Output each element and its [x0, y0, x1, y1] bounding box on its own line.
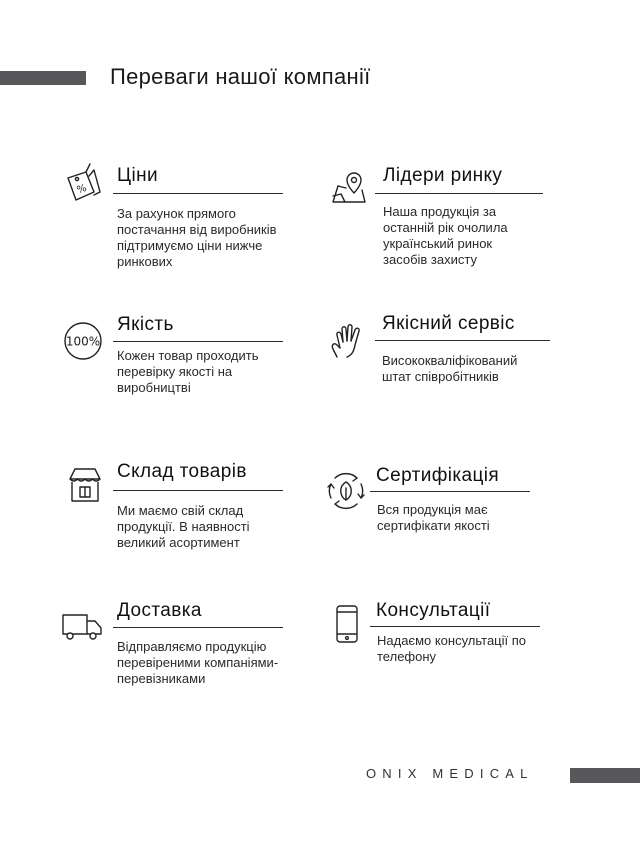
warehouse-store-icon	[67, 466, 103, 504]
feature-description: За рахунок прямого постачання від виробників підтримуємо ціни нижче ринкових	[117, 206, 277, 269]
hand-icon	[328, 320, 368, 360]
feature-title: Ціни	[117, 165, 158, 186]
delivery-truck-icon	[61, 613, 103, 641]
feature-title: Консультації	[376, 600, 491, 621]
feature-description: Ми маємо свій склад продукції. В наявності великий асортимент	[117, 503, 250, 550]
feature-description: Висококваліфікований штат співробітників	[382, 353, 518, 384]
divider	[375, 193, 543, 194]
footer-brand: ONIX MEDICAL	[366, 766, 534, 781]
feature-title: Доставка	[117, 600, 202, 621]
feature-title: Якісний сервіс	[382, 313, 515, 334]
divider	[375, 340, 550, 341]
divider	[370, 626, 540, 627]
feature-description: Вся продукція має сертифікати якості	[377, 502, 490, 533]
divider	[113, 490, 283, 491]
divider	[113, 341, 283, 342]
feature-description: Відправляємо продукцію перевіреними компаніями-перевізниками	[117, 639, 279, 686]
divider	[113, 193, 283, 194]
smartphone-icon	[334, 604, 360, 644]
feature-title: Сертифікація	[376, 465, 500, 486]
feature-description: Надаємо консультації по телефону	[377, 633, 527, 664]
map-pin-icon	[327, 170, 369, 206]
divider	[370, 491, 530, 492]
divider	[113, 627, 283, 628]
feature-title: Лідери ринку	[383, 165, 503, 186]
header-accent-bar	[0, 71, 86, 85]
feature-description: Кожен товар проходить перевірку якості на виробництві	[117, 348, 259, 395]
feature-description: Наша продукція за останній рік очолила український ринок засобів захисту	[383, 204, 508, 267]
svg-text:100%: 100%	[65, 334, 101, 349]
svg-text:%: %	[75, 182, 89, 197]
feature-title: Якість	[117, 314, 174, 335]
feature-title: Склад товарів	[117, 461, 247, 482]
price-tag-percent-icon	[64, 162, 104, 206]
hundred-percent-icon	[63, 321, 103, 361]
leaf-cycle-icon	[325, 470, 367, 512]
page-title: Переваги нашої компанії	[110, 64, 371, 89]
footer-accent-bar	[570, 768, 640, 783]
